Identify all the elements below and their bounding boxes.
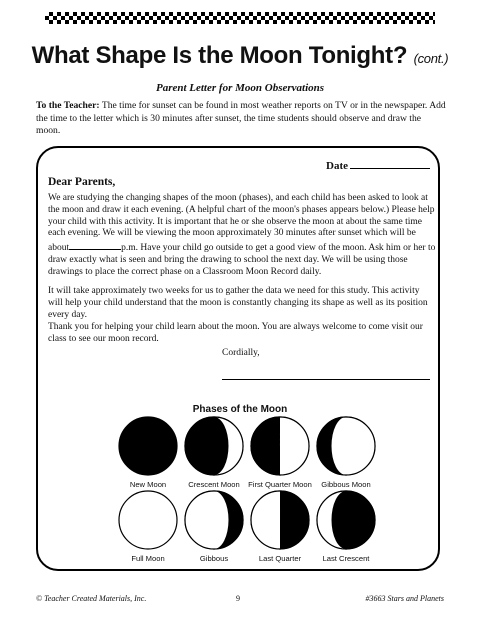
moon-crescent-moon xyxy=(185,417,243,475)
letter-paragraph-2: It will take approximately two weeks for us to gather the data we need for this study. This activity will help your child understand that the moon is constantly changing its shape as well as its position every day. xyxy=(48,286,428,320)
date-label: Date xyxy=(326,160,348,172)
moon-full-moon xyxy=(119,491,177,549)
moon-lit-part xyxy=(185,491,229,549)
moon-label: Last Crescent xyxy=(322,554,370,563)
letter-closing: Cordially, xyxy=(222,348,260,358)
moon-lit-part xyxy=(332,417,376,475)
moon-new-moon xyxy=(119,417,177,475)
moon-label: Last Quarter xyxy=(258,554,302,563)
moon-label: New Moon xyxy=(129,480,167,489)
moon-first-quarter-moon xyxy=(251,417,309,475)
letter-paragraph-3: Thank you for helping your child learn about the moon. You are always welcome to come visit our class to see our moon record. xyxy=(48,322,423,344)
phases-title: Phases of the Moon xyxy=(192,404,288,415)
paragraph-1-part-b: p.m. Have your child go outside to get a good view of the moon. Ask him or her to draw exactly what is seen and bring the drawing to school the next day. We will be using those drawings to place the correct phase on a Classroom Moon Record daily. xyxy=(48,243,436,277)
letter-greeting: Dear Parents, xyxy=(48,176,116,188)
footer-copyright: © Teacher Created Materials, Inc. xyxy=(36,594,147,603)
paragraph-1-part-a: We are studying the changing shapes of the moon (phases), and each child has been asked to look at the moon and draw it each evening. (A helpful chart of the moon's phases appears below.) Please help your child with this activity. It is important that he or she observe the moon at about the same time each evening. We will be viewing the moon approximately 30 minutes after sunset which will be about xyxy=(48,193,435,254)
moon-label: First Quarter Moon xyxy=(248,480,312,489)
title-text: What Shape Is the Moon Tonight? xyxy=(31,42,408,69)
moon-last-crescent xyxy=(317,491,375,549)
moon-label: Gibbous Moon xyxy=(321,480,371,489)
page-subtitle: Parent Letter for Moon Observations xyxy=(155,82,325,94)
moon-gibbous xyxy=(185,491,243,549)
footer-book-title: #3663 Stars and Planets xyxy=(365,594,444,603)
moon-last-quarter xyxy=(251,491,309,549)
moon-gibbous-moon xyxy=(317,417,375,475)
moon-lit-part xyxy=(280,417,309,475)
title-suffix: (cont.) xyxy=(413,51,449,66)
moon-label: Crescent Moon xyxy=(188,480,240,489)
moon-lit-part xyxy=(251,491,280,549)
footer-page-number: 9 xyxy=(236,594,240,603)
moon-label: Full Moon xyxy=(131,554,165,563)
teacher-note-text: The time for sunset can be found in most weather reports on TV or in the newspaper. Add the time to the letter which is 30 minutes after sunset, the time students should observe and draw the moon. xyxy=(36,100,446,136)
moon-label: Gibbous xyxy=(199,554,229,563)
teacher-note-label: To the Teacher: xyxy=(36,100,100,111)
